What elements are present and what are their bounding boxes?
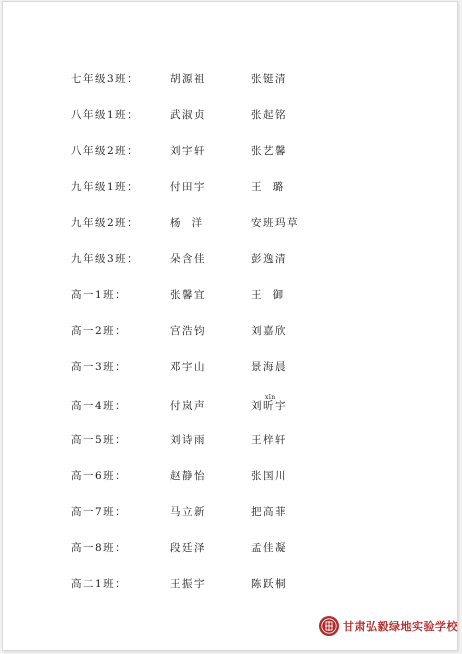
student-name: 邓宇山: [170, 361, 206, 373]
student-name: 安班玛草: [251, 217, 299, 229]
student-name: 张馨宜: [170, 289, 206, 301]
roster-row: [3, 142, 457, 160]
student-name: 刘昕宇: [251, 400, 287, 412]
class-label: 八年级2班：: [71, 145, 140, 157]
class-label: 高一4班：: [71, 400, 128, 412]
pinyin-annotation: xīn: [265, 394, 276, 401]
student-name: 刘诗雨: [170, 434, 206, 446]
student-name: 孟佳凝: [251, 542, 287, 554]
class-label: 高一8班：: [71, 542, 128, 554]
roster-row: [3, 178, 457, 196]
roster-row: [3, 106, 457, 124]
roster-row: [3, 70, 457, 88]
student-name: 王 御: [251, 289, 285, 301]
class-label: 高一3班：: [71, 361, 128, 373]
class-label: 高二1班：: [71, 578, 128, 590]
student-name: 张起铭: [251, 109, 287, 121]
student-name: 张国川: [251, 470, 287, 482]
student-name: 武淑贞: [170, 109, 206, 121]
roster-row: [3, 431, 457, 449]
school-seal-icon: [319, 616, 339, 636]
class-label: 高一6班：: [71, 470, 128, 482]
roster-row: [3, 539, 457, 557]
roster-row: [3, 214, 457, 232]
school-logo: [319, 616, 458, 636]
student-name: 刘宇轩: [170, 145, 206, 157]
student-name: 张铤清: [251, 73, 287, 85]
school-name: 甘肃弘毅绿地实验学校: [343, 620, 458, 633]
student-name: 马立新: [170, 506, 206, 518]
student-name: 张艺馨: [251, 145, 287, 157]
student-name: 胡源祖: [170, 73, 206, 85]
roster-row: [3, 575, 457, 593]
class-label: 八年级1班：: [71, 109, 140, 121]
student-name: 王梓轩: [251, 434, 287, 446]
student-name: 陈跃桐: [251, 578, 287, 590]
roster-row: [3, 394, 457, 415]
student-name: 刘嘉欣: [251, 325, 287, 337]
class-label: 高一1班：: [71, 289, 128, 301]
roster-row: [3, 503, 457, 521]
roster-row: [3, 467, 457, 485]
student-name: 杨 洋: [170, 217, 204, 229]
student-name: 赵静怡: [170, 470, 206, 482]
student-name: 付田宇: [170, 181, 206, 193]
roster-row: [3, 358, 457, 376]
class-label: 高一5班：: [71, 434, 128, 446]
student-name: 景海晨: [251, 361, 287, 373]
roster-row: [3, 286, 457, 304]
student-name: 朵含佳: [170, 253, 206, 265]
class-label: 九年级2班：: [71, 217, 140, 229]
student-name: 段廷泽: [170, 542, 206, 554]
student-name: 宫浩钧: [170, 325, 206, 337]
class-label: 高一7班：: [71, 506, 128, 518]
document-page: [3, 2, 457, 650]
student-name: 付岚声: [170, 400, 206, 412]
class-label: 高一2班：: [71, 325, 128, 337]
class-label: 九年级1班：: [71, 181, 140, 193]
student-name: 把高菲: [251, 506, 287, 518]
roster-row: [3, 250, 457, 268]
class-label: 九年级3班：: [71, 253, 140, 265]
student-name: 王 璐: [251, 181, 285, 193]
roster-row: [3, 322, 457, 340]
student-name: 彭逸清: [251, 253, 287, 265]
class-label: 七年级3班：: [71, 73, 140, 85]
student-name: 王振宇: [170, 578, 206, 590]
